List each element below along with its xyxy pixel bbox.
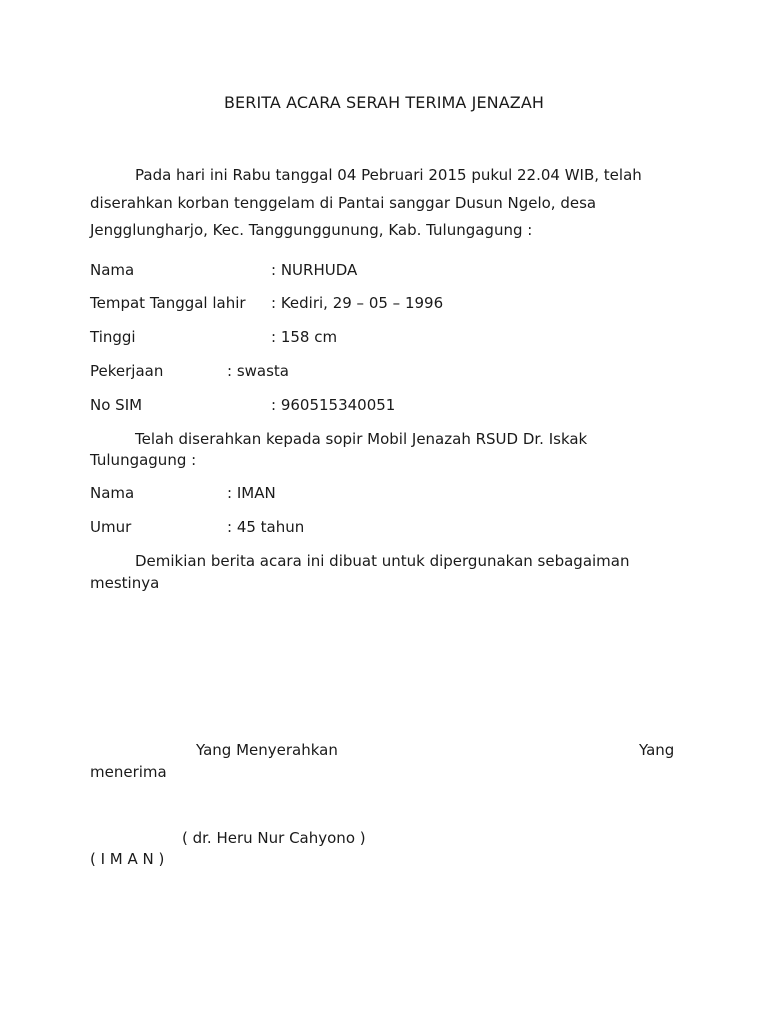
victim-name-value: : NURHUDA <box>271 261 358 279</box>
signature-receiver-name: ( I M A N ) <box>90 850 165 868</box>
closing-line-1: Demikian berita acara ini dibuat untuk dipergunakan sebagaiman <box>135 552 630 570</box>
handover-line-2: Tulungagung : <box>90 451 197 469</box>
recipient-name-label: Nama <box>90 484 135 502</box>
document-title: BERITA ACARA SERAH TERIMA JENAZAH <box>223 93 545 112</box>
victim-height-value: : 158 cm <box>271 328 338 346</box>
victim-job-label: Pekerjaan <box>90 362 164 380</box>
intro-line-2: diserahkan korban tenggelam di Pantai sanggar Dusun Ngelo, desa <box>90 194 597 212</box>
victim-birth-value: : Kediri, 29 – 05 – 1996 <box>271 294 444 312</box>
victim-birth-label: Tempat Tanggal lahir <box>90 294 246 312</box>
victim-height-label: Tinggi <box>90 328 136 346</box>
victim-sim-label: No SIM <box>90 396 143 414</box>
signature-receiver-label-part2: menerima <box>90 763 167 781</box>
recipient-age-value: : 45 tahun <box>227 518 305 536</box>
intro-line-1: Pada hari ini Rabu tanggal 04 Pebruari 2015 pukul 22.04 WIB, telah <box>135 166 642 184</box>
intro-line-3: Jengglungharjo, Kec. Tanggunggunung, Kab. Tulungagung : <box>90 221 533 239</box>
victim-job-value: : swasta <box>227 362 289 380</box>
handover-line-1: Telah diserahkan kepada sopir Mobil Jenazah RSUD Dr. Iskak <box>135 430 588 448</box>
signature-receiver-label-part1: Yang <box>639 741 675 759</box>
recipient-name-value: : IMAN <box>227 484 276 502</box>
victim-name-label: Nama <box>90 261 135 279</box>
victim-sim-value: : 960515340051 <box>271 396 396 414</box>
signature-giver-name: ( dr. Heru Nur Cahyono ) <box>182 829 366 847</box>
recipient-age-label: Umur <box>90 518 132 536</box>
signature-giver-label: Yang Menyerahkan <box>196 741 338 759</box>
closing-line-2: mestinya <box>90 574 160 592</box>
